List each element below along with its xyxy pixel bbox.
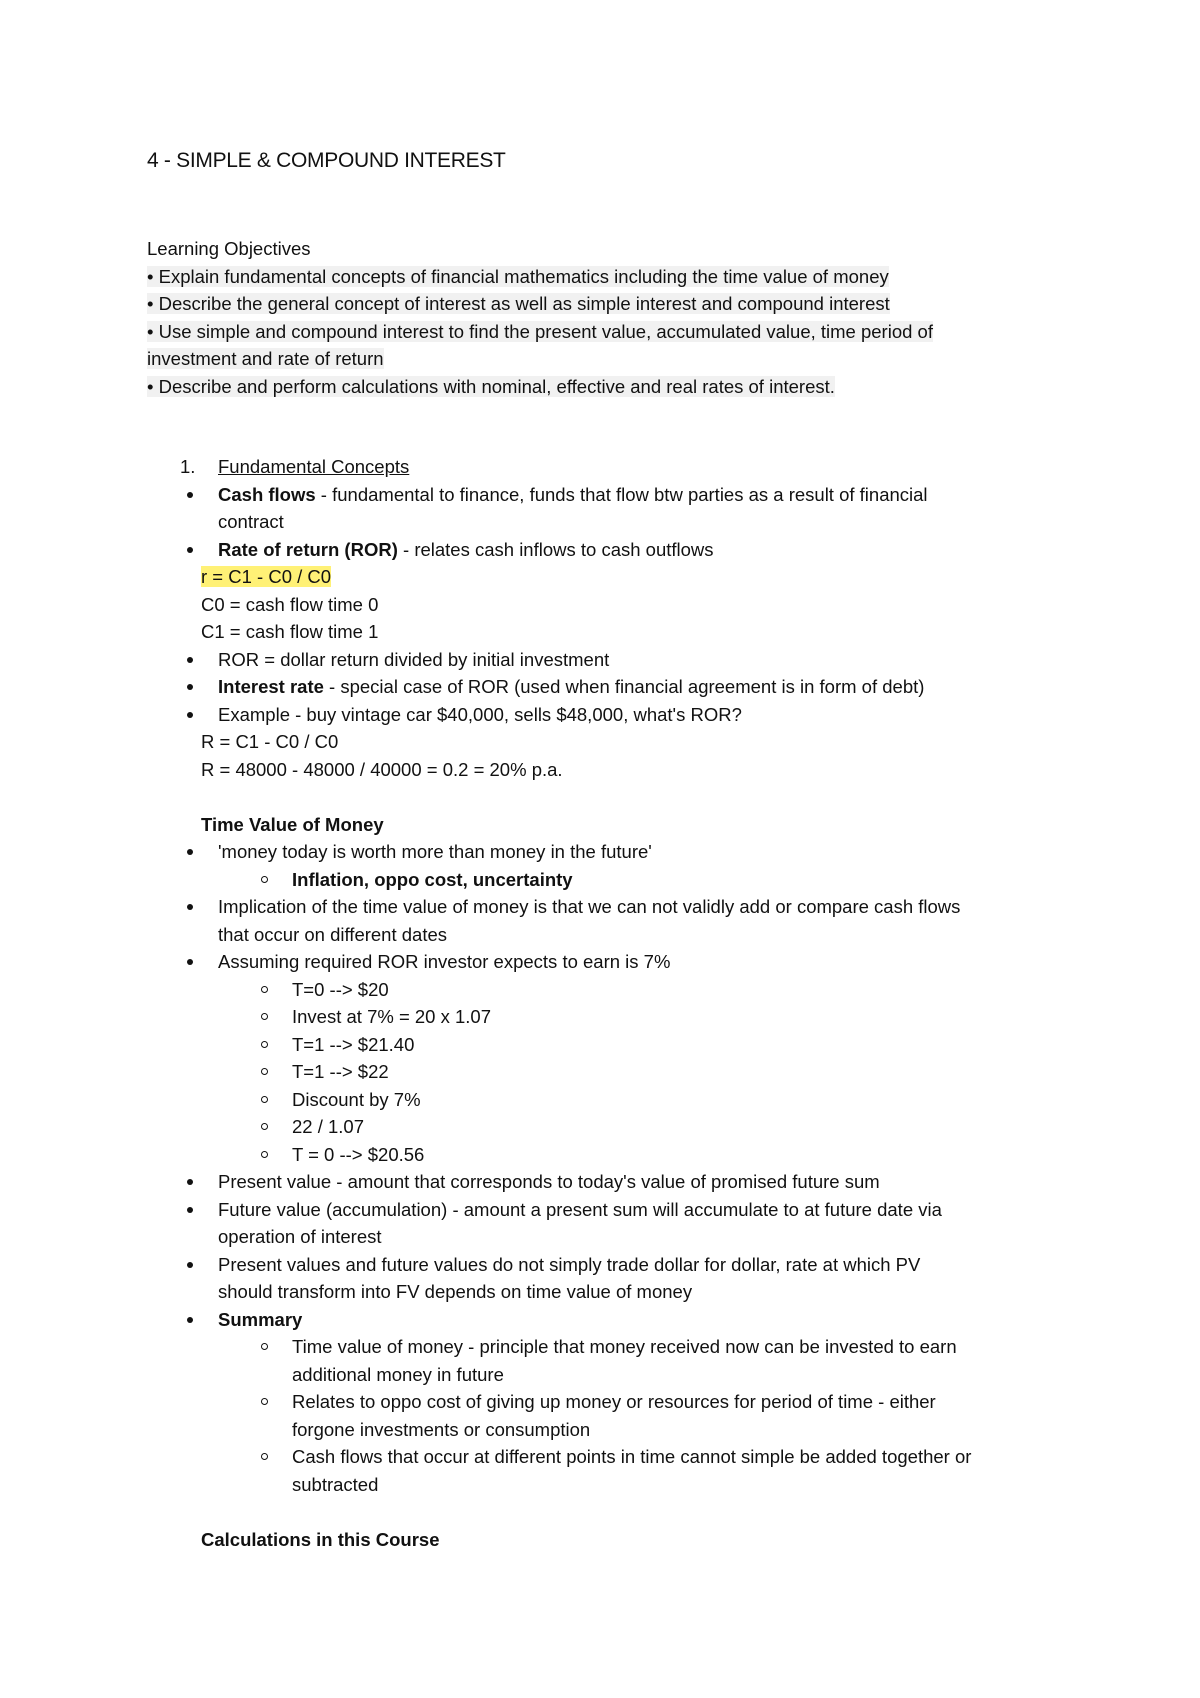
list-item-example: Example - buy vintage car $40,000, sells $48,000, what's ROR?: [180, 701, 1080, 729]
list-item-assuming: Assuming required ROR investor expects to earn is 7%: [180, 948, 1080, 976]
c1-definition: C1 = cash flow time 1: [201, 621, 379, 642]
spacer: [180, 1498, 1080, 1526]
example-formula: R = C1 - C0 / C0: [201, 731, 339, 752]
objective-item-continued: investment and rate of return: [147, 348, 384, 369]
list-item-continued: that occur on different dates: [218, 923, 448, 945]
list-item-cash-flows: [180, 481, 1080, 509]
example-calculation: R = 48000 - 48000 / 40000 = 0.2 = 20% p.a.: [201, 758, 563, 780]
interest-rate-desc: - special case of ROR (used when financial agreement is in form of debt): [323, 676, 925, 697]
section-heading-fundamental-concepts: [180, 453, 1080, 481]
notes-body: [180, 453, 1080, 1553]
summary-item: Time value of money - principle that money received now can be invested to earn: [180, 1333, 1080, 1361]
tvm-heading: Time Value of Money: [201, 813, 384, 835]
list-item-tvm-quote: 'money today is worth more than money in the future': [180, 838, 1080, 866]
list-item-continued: contract: [218, 511, 284, 532]
page-title: 4 - SIMPLE & COMPOUND INTEREST: [147, 149, 506, 172]
spacer: [180, 783, 1080, 811]
section-number: 1.: [180, 456, 196, 477]
sub-item-step: T = 0 --> $20.56: [180, 1141, 1080, 1169]
sub-item-step: T=0 --> $20: [180, 976, 1080, 1004]
list-item-ror-definition: ROR = dollar return divided by initial investment: [180, 646, 1080, 674]
summary-item-continued: additional money in future: [292, 1363, 504, 1385]
sub-item-step: Invest at 7% = 20 x 1.07: [180, 1003, 1080, 1031]
summary-item-continued: forgone investments or consumption: [292, 1418, 591, 1440]
sub-item-step: T=1 --> $22: [180, 1058, 1080, 1086]
sub-item-step: 22 / 1.07: [180, 1113, 1080, 1141]
term-ror: Rate of return (ROR): [218, 538, 398, 560]
objective-item: • Explain fundamental concepts of financial mathematics including the time value of money: [147, 265, 889, 287]
c0-definition: C0 = cash flow time 0: [201, 593, 379, 615]
calculations-heading: Calculations in this Course: [201, 1528, 440, 1550]
summary-item: Relates to oppo cost of giving up money or resources for period of time - either: [180, 1388, 1080, 1416]
section-title: Fundamental Concepts: [218, 456, 410, 477]
objective-item: • Describe the general concept of interest as well as simple interest and compound interest: [147, 293, 890, 314]
ror-desc: - relates cash inflows to cash outflows: [397, 538, 714, 560]
list-item-future-value: Future value (accumulation) - amount a present sum will accumulate to at future date via: [180, 1196, 1080, 1224]
list-item-continued: operation of interest: [218, 1226, 382, 1247]
term-interest-rate: Interest rate: [218, 676, 324, 697]
list-item-implication: Implication of the time value of money is that we can not validly add or compare cash flows: [180, 893, 1080, 921]
list-item-interest-rate: [180, 673, 1080, 701]
term-cash-flows: Cash flows: [218, 483, 316, 505]
summary-item: Cash flows that occur at different points in time cannot simple be added together or: [180, 1443, 1080, 1471]
objectives-heading: Learning Objectives: [147, 238, 311, 259]
sub-item-step: Discount by 7%: [180, 1086, 1080, 1114]
sub-item-step: T=1 --> $21.40: [180, 1031, 1080, 1059]
ror-formula-line: [180, 563, 1080, 591]
summary-item-continued: subtracted: [292, 1473, 379, 1495]
objective-item: • Use simple and compound interest to find the present value, accumulated value, time period of: [147, 320, 933, 342]
cash-flows-desc: - fundamental to finance, funds that flow btw parties as a result of financial: [315, 483, 928, 505]
list-item-ror: [180, 536, 1080, 564]
sub-item-reasons: Inflation, oppo cost, uncertainty: [180, 866, 1080, 894]
list-item-summary: Summary: [180, 1306, 1080, 1334]
ror-formula: r = C1 - C0 / C0: [201, 566, 332, 587]
list-item-pv-fv: Present values and future values do not simply trade dollar for dollar, rate at which PV: [180, 1251, 1080, 1279]
objective-item: • Describe and perform calculations with nominal, effective and real rates of interest.: [147, 375, 835, 397]
list-item-present-value: Present value - amount that corresponds to today's value of promised future sum: [180, 1168, 1080, 1196]
list-item-continued: should transform into FV depends on time value of money: [218, 1281, 693, 1302]
learning-objectives: [147, 235, 1047, 400]
